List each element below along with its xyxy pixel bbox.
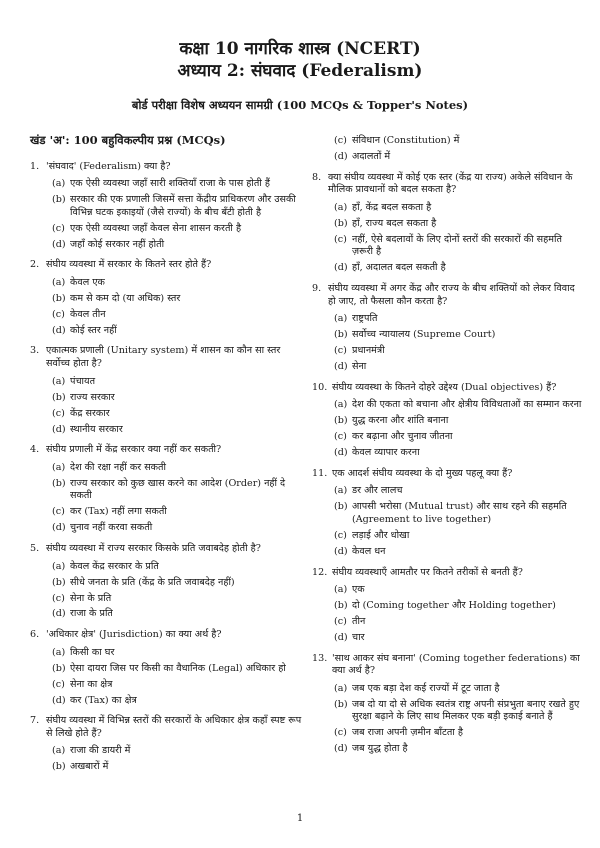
option-label: (c) (334, 135, 347, 146)
answer-option (334, 501, 584, 526)
option-label: (d) (334, 743, 348, 755)
question-stem (30, 161, 302, 174)
option-label: (b) (52, 194, 66, 206)
option-label: (a) (334, 584, 348, 596)
option-text: जब दो या दो से अधिक स्वतंत्र राष्ट्र अपनी संप्रभुता बनाए रखते हुए सुरक्षा बढ़ाने के लिए साथ मिलकर एक बड़ी इकाई बनाते हैं (352, 698, 580, 723)
question-item (312, 172, 584, 275)
answer-option (334, 234, 584, 259)
option-text: राजा की डायरी में (70, 745, 131, 757)
answer-option (334, 600, 584, 613)
answer-option (334, 151, 584, 164)
option-text: सेना का क्षेत्र (70, 678, 113, 690)
option-label: (c) (334, 233, 347, 245)
option-label: (d) (334, 361, 348, 373)
question-number: 6. (30, 629, 40, 641)
option-text: चुनाव नहीं करवा सकती (70, 522, 153, 534)
answer-option (334, 546, 584, 559)
answer-option (334, 415, 584, 428)
answer-option (334, 345, 584, 358)
option-label: (c) (334, 529, 347, 541)
question-text: क्या संघीय व्यवस्था में कोई एक स्तर (केंद्र या राज्य) अकेले संविधान के मौलिक प्रावधानों को बदल सकता है? (328, 171, 573, 196)
option-text: स्थानीय सरकार (70, 423, 123, 435)
option-label: (b) (52, 662, 66, 674)
option-label: (d) (334, 447, 348, 459)
answer-option (334, 399, 584, 412)
question-number: 13. (312, 652, 328, 664)
option-text: राष्ट्रपति (352, 313, 378, 325)
answer-option (52, 647, 302, 660)
option-label: (a) (52, 461, 66, 473)
answer-option (334, 530, 584, 543)
section-heading: खंड 'अ': 100 बहुविकल्पीय प्रश्न (MCQs) (30, 133, 226, 147)
option-text: कर बढ़ाना और चुनाव जीतना (352, 431, 453, 443)
answer-option (334, 262, 584, 275)
option-label: (b) (52, 761, 66, 773)
question-number: 11. (312, 467, 328, 479)
option-text: केवल एक (70, 276, 105, 288)
option-label: (a) (334, 399, 348, 411)
option-text: अखबारों में (70, 761, 109, 773)
option-label: (c) (334, 345, 347, 357)
document-subtitle: बोर्ड परीक्षा विशेष अध्ययन सामग्री (100 MCQs & Topper's Notes) (131, 98, 469, 112)
option-label: (d) (52, 324, 66, 336)
question-number: 3. (30, 345, 40, 357)
option-label: (a) (52, 646, 66, 658)
option-label: (b) (52, 477, 66, 489)
question-stem (312, 567, 584, 580)
question-number: 9. (312, 282, 322, 294)
question-text: एक आदर्श संघीय व्यवस्था के दो मुख्य पहलू क्या हैं? (332, 467, 513, 479)
answer-option (52, 392, 302, 405)
answer-option (52, 178, 302, 191)
question-stem (30, 715, 302, 740)
option-text: जहाँ कोई सरकार नहीं होती (70, 238, 165, 250)
option-text: राज्य सरकार को कुछ खास करने का आदेश (Order) नहीं दे सकती (70, 477, 286, 502)
answer-option (334, 584, 584, 597)
question-number: 10. (312, 381, 328, 393)
option-text: राजा के प्रति (70, 608, 113, 620)
answer-option (334, 431, 584, 444)
question-item (30, 161, 302, 252)
option-text: संविधान (Constitution) में (352, 135, 460, 146)
answer-option (334, 743, 584, 756)
option-text: युद्ध करना और शांति बनाना (352, 415, 449, 427)
option-label: (a) (52, 745, 66, 757)
question-stem (30, 543, 302, 556)
question-text: संघीय व्यवस्था में राज्य सरकार किसके प्रति जवाबदेह होती है? (46, 542, 261, 554)
option-label: (a) (334, 485, 348, 497)
answer-option (334, 313, 584, 326)
answer-option (52, 745, 302, 758)
question-stem (312, 468, 584, 481)
option-label: (c) (52, 678, 65, 690)
right-column (312, 135, 584, 764)
option-label: (b) (334, 698, 348, 710)
option-text: कम से कम दो (या अधिक) स्तर (70, 292, 181, 304)
answer-option (52, 325, 302, 338)
question-stem (30, 444, 302, 457)
question-stem (30, 345, 302, 370)
option-text: जब युद्ध होता है (352, 743, 408, 755)
option-label: (a) (52, 178, 66, 190)
answer-option (52, 577, 302, 590)
chapter-title: अध्याय 2: संघवाद (Federalism) (177, 61, 423, 81)
option-text: नहीं, ऐसे बदलावों के लिए दोनों स्तरों की सरकारों की सहमति ज़रूरी है (352, 233, 562, 258)
option-label: (c) (52, 506, 65, 518)
question-stem (30, 629, 302, 642)
option-text: तीन (352, 616, 366, 628)
option-text: कोई स्तर नहीं (70, 324, 117, 336)
question-item (312, 283, 584, 374)
question-text: 'संघवाद' (Federalism) क्या है? (46, 160, 171, 172)
answer-option (52, 522, 302, 535)
question-text: 'अधिकार क्षेत्र' (Jurisdiction) का क्या अर्थ है? (46, 629, 222, 641)
answer-option (334, 485, 584, 498)
option-label: (b) (334, 217, 348, 229)
answer-option (52, 608, 302, 621)
question-number: 8. (312, 171, 322, 183)
option-label: (d) (52, 608, 66, 620)
answer-option (334, 699, 584, 724)
answer-option (52, 223, 302, 236)
answer-option (52, 376, 302, 389)
option-label: (b) (334, 415, 348, 427)
answer-option (52, 408, 302, 421)
page-number: 1 (296, 813, 304, 824)
option-label: (d) (334, 262, 348, 274)
option-label: (c) (52, 407, 65, 419)
question-number: 1. (30, 160, 40, 172)
option-label: (d) (52, 423, 66, 435)
option-label: (d) (334, 632, 348, 644)
answer-option (334, 727, 584, 740)
option-text: केंद्र सरकार (70, 407, 110, 419)
option-text: प्रधानमंत्री (352, 345, 385, 357)
answer-option (334, 135, 584, 148)
left-column (30, 134, 302, 782)
option-text: जब राजा अपनी ज़मीन बाँटता है (352, 727, 463, 739)
option-text: केवल धन (352, 545, 386, 557)
answer-option (52, 277, 302, 290)
option-text: चार (352, 632, 365, 644)
option-text: सरकार की एक प्रणाली जिसमें सत्ता केंद्रीय प्राधिकरण और उसकी विभिन्न घटक इकाइयों (जैसे राज्यों) के बीच बँटी होती है (70, 194, 296, 218)
question-item (312, 468, 584, 559)
option-label: (c) (334, 727, 347, 739)
option-text: अदालतों में (352, 150, 391, 162)
option-text: कर (Tax) का क्षेत्र (70, 694, 137, 706)
question-7-continued-options (312, 135, 584, 164)
answer-option (334, 361, 584, 374)
option-label: (a) (52, 560, 66, 572)
answer-option (52, 695, 302, 708)
question-list-left (30, 161, 302, 774)
answer-option (52, 679, 302, 692)
option-text: एक ऐसी व्यवस्था जहाँ केवल सेना शासन करती है (70, 222, 242, 234)
option-text: सेना (352, 361, 367, 373)
option-label: (a) (334, 201, 348, 213)
question-item (30, 345, 302, 436)
question-item (30, 444, 302, 535)
question-number: 4. (30, 444, 40, 456)
question-text: संघीय व्यवस्था में सरकार के कितने स्तर होते हैं? (46, 259, 212, 271)
option-label: (b) (52, 576, 66, 588)
option-text: पंचायत (70, 375, 96, 387)
option-label: (c) (52, 592, 65, 604)
answer-option (52, 462, 302, 475)
option-label: (b) (334, 501, 348, 513)
option-label: (c) (334, 431, 347, 443)
option-text: कर (Tax) नहीं लगा सकती (70, 506, 167, 518)
question-text: संघीय व्यवस्था के कितने दोहरे उद्देश्य (Dual objectives) हैं? (332, 381, 557, 393)
question-list-right (312, 172, 584, 756)
option-text: किसी का घर (70, 646, 115, 658)
option-text: एक (352, 584, 365, 596)
question-stem (312, 382, 584, 395)
question-number: 2. (30, 259, 40, 271)
option-text: देश की एकता को बचाना और क्षेत्रीय विविधताओं का सम्मान करना (352, 399, 582, 411)
question-text: 'साथ आकर संघ बनाना' (Coming together federations) का क्या अर्थ है? (332, 652, 580, 677)
answer-option (334, 202, 584, 215)
answer-option (52, 293, 302, 306)
answer-option (52, 593, 302, 606)
option-label: (d) (52, 694, 66, 706)
answer-option (52, 309, 302, 322)
question-number: 12. (312, 566, 328, 578)
option-text: केवल केंद्र सरकार के प्रति (70, 560, 159, 572)
document-title: कक्षा 10 नागरिक शास्त्र (NCERT) (179, 39, 421, 59)
question-item (30, 259, 302, 337)
option-text: हाँ, अदालत बदल सकती है (352, 262, 446, 274)
option-text: सर्वोच्च न्यायालय (Supreme Court) (352, 329, 496, 341)
question-item (30, 543, 302, 621)
option-text: ऐसा दायरा जिस पर किसी का वैधानिक (Legal) अधिकार हो (70, 662, 286, 674)
question-text: संघीय व्यवस्था में अगर केंद्र और राज्य के बीच शक्तियों को लेकर विवाद हो जाए, तो फैसला कौन करता है? (328, 282, 575, 307)
option-label: (a) (334, 682, 348, 694)
option-text: एक ऐसी व्यवस्था जहाँ सारी शक्तियाँ राजा के पास होती हैं (70, 178, 270, 190)
option-label: (b) (52, 391, 66, 403)
answer-option (334, 683, 584, 696)
option-text: दो (Coming together और Holding together) (352, 600, 556, 612)
question-text: संघीय व्यवस्था में विभिन्न स्तरों की सरकारों के अधिकार क्षेत्र कहाँ स्पष्ट रूप से लिखे होते हैं? (46, 715, 302, 739)
option-label: (b) (334, 329, 348, 341)
option-text: राज्य सरकार (70, 391, 115, 403)
option-label: (b) (52, 292, 66, 304)
answer-option (52, 561, 302, 574)
option-label: (c) (52, 308, 65, 320)
question-item (312, 567, 584, 645)
answer-option (334, 218, 584, 231)
answer-option (52, 478, 302, 503)
answer-option (334, 447, 584, 460)
option-text: आपसी भरोसा (Mutual trust) और साथ रहने की सहमति (Agreement to live together) (352, 501, 567, 525)
option-label: (d) (52, 522, 66, 534)
option-text: लड़ाई और धोखा (352, 529, 410, 541)
answer-option (52, 194, 302, 219)
question-number: 5. (30, 542, 40, 554)
question-stem (30, 259, 302, 272)
question-item (312, 653, 584, 756)
option-label: (c) (334, 616, 347, 628)
option-label: (d) (334, 150, 348, 162)
option-text: हाँ, राज्य बदल सकता है (352, 217, 437, 229)
question-text: एकात्मक प्रणाली (Unitary system) में शासन का कौन सा स्तर सर्वोच्च होता है? (46, 345, 281, 370)
option-text: केवल तीन (70, 308, 106, 320)
answer-option (334, 632, 584, 645)
question-item (312, 382, 584, 460)
option-label: (d) (52, 238, 66, 250)
answer-option (52, 424, 302, 437)
question-number: 7. (30, 715, 40, 727)
option-text: सीधे जनता के प्रति (केंद्र के प्रति जवाबदेह नहीं) (70, 576, 235, 588)
answer-option (52, 761, 302, 774)
option-label: (a) (334, 313, 348, 325)
question-text: संघीय प्रणाली में केंद्र सरकार क्या नहीं कर सकती? (46, 444, 222, 456)
option-label: (a) (52, 375, 66, 387)
answer-option (334, 616, 584, 629)
answer-option (334, 329, 584, 342)
option-label: (d) (334, 545, 348, 557)
answer-option (52, 506, 302, 519)
answer-option (52, 663, 302, 676)
question-stem (312, 653, 584, 678)
question-item (30, 715, 302, 774)
option-label: (b) (334, 600, 348, 612)
question-stem (312, 283, 584, 308)
answer-option (52, 239, 302, 252)
question-stem (312, 172, 584, 197)
option-label: (c) (52, 222, 65, 234)
option-text: जब एक बड़ा देश कई राज्यों में टूट जाता है (352, 682, 500, 694)
option-text: सेना के प्रति (70, 592, 112, 604)
option-text: हाँ, केंद्र बदल सकता है (352, 201, 432, 213)
question-text: संघीय व्यवस्थाएँ आमतौर पर कितने तरीकों से बनती हैं? (332, 566, 523, 578)
option-text: डर और लालच (352, 485, 403, 497)
option-text: केवल व्यापार करना (352, 447, 420, 459)
option-text: देश की रक्षा नहीं कर सकती (70, 461, 167, 473)
option-label: (a) (52, 276, 66, 288)
question-item (30, 629, 302, 707)
